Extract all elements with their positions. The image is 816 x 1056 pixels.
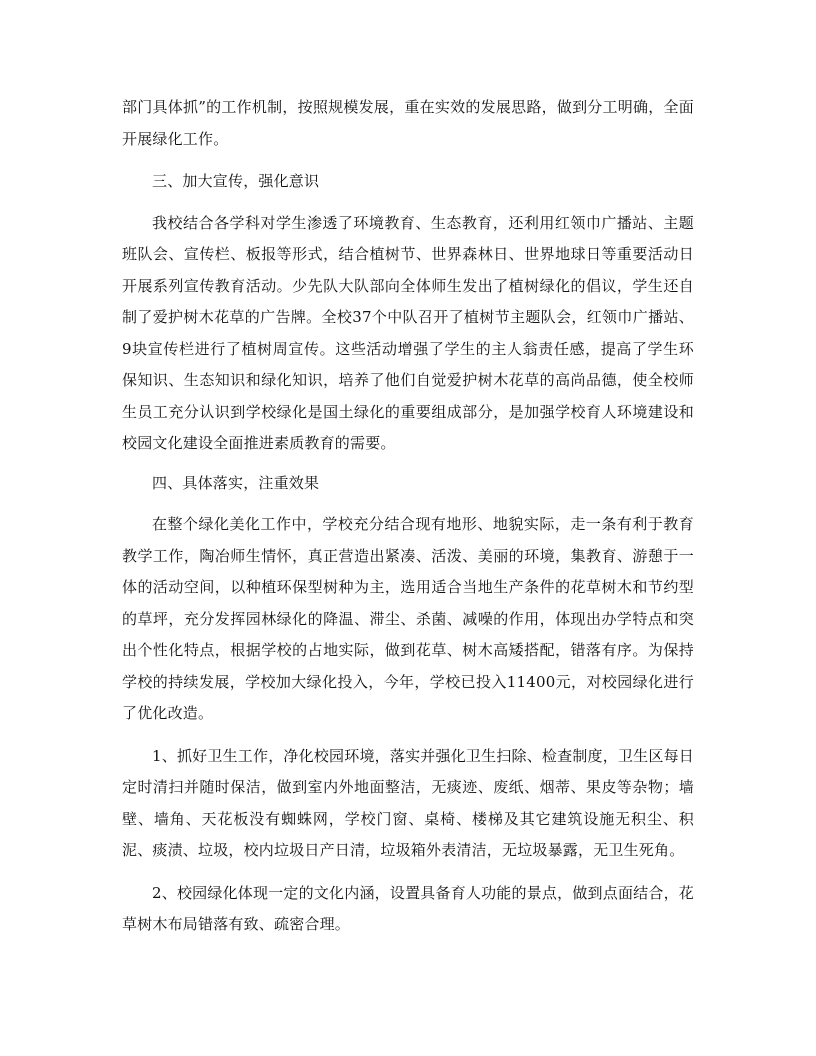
section-4-paragraph: 在整个绿化美化工作中，学校充分结合现有地形、地貌实际，走一条有利于教育教学工作，陶冶师生情怀，真正营造出紧凑、活泼、美丽的环境，集教育、游憩于一体的活动空间，以种植环保型树种为主，选用适合当地生产条件的花草树木和节约型的草坪，充分发挥园林绿化的降温、滞尘、杀菌、减噪的作用，体现出办学特点和突出个性化特点，根据学校的占地实际，做到花草、树木高矮搭配，错落有序。为保持学校的持续发展，学校加大绿化投入，今年，学校已投入11400元，对校园绿化进行了优化改造。: [122, 515, 694, 722]
section-3-paragraph: 我校结合各学科对学生渗透了环境教育、生态教育，还利用红领巾广播站、主题班队会、宣传栏、板报等形式，结合植树节、世界森林日、世界地球日等重要活动日开展系列宣传教育活动。少先队大队部向全体师生发出了植树绿化的倡议，学生还自制了爱护树木花草的广告牌。全校37个中队召开了植树节主题队会，红领巾广播站、9块宣传栏进行了植树周宣传。这些活动增强了学生的主人翁责任感，提高了学生环保知识、生态知识和绿化知识，培养了他们自觉爱护树木花草的高尚品德，使全校师生员工充分认识到学校绿化是国土绿化的重要组成部分，是加强学校育人环境建设和校园文化建设全面推进素质教育的需要。: [122, 213, 694, 452]
continuation-paragraph: 部门具体抓”的工作机制，按照规模发展，重在实效的发展思路，做到分工明确，全面开展绿化工作。: [122, 98, 694, 148]
document-body: [122, 92, 694, 941]
section-3-heading: 三、加大宣传，强化意识: [152, 172, 320, 190]
section-4-heading: 四、具体落实，注重效果: [152, 473, 320, 492]
list-item-1: 1、抓好卫生工作，净化校园环境，落实并强化卫生扫除、检查制度，卫生区每日定时清扫并随时保洁，做到室内外地面整洁，无痰迹、废纸、烟蒂、果皮等杂物；墙壁、墙角、天花板没有蜘蛛网，学校门窗、桌椅、楼梯及其它建筑设施无积尘、积泥、痰渍、垃圾，校内垃圾日产日清，垃圾箱外表清洁，无垃圾暴露，无卫生死角。: [122, 746, 694, 859]
list-item-2: 2、校园绿化体现一定的文化内涵，设置具备育人功能的景点，做到点面结合，花草树木布局错落有致、疏密合理。: [122, 883, 694, 933]
